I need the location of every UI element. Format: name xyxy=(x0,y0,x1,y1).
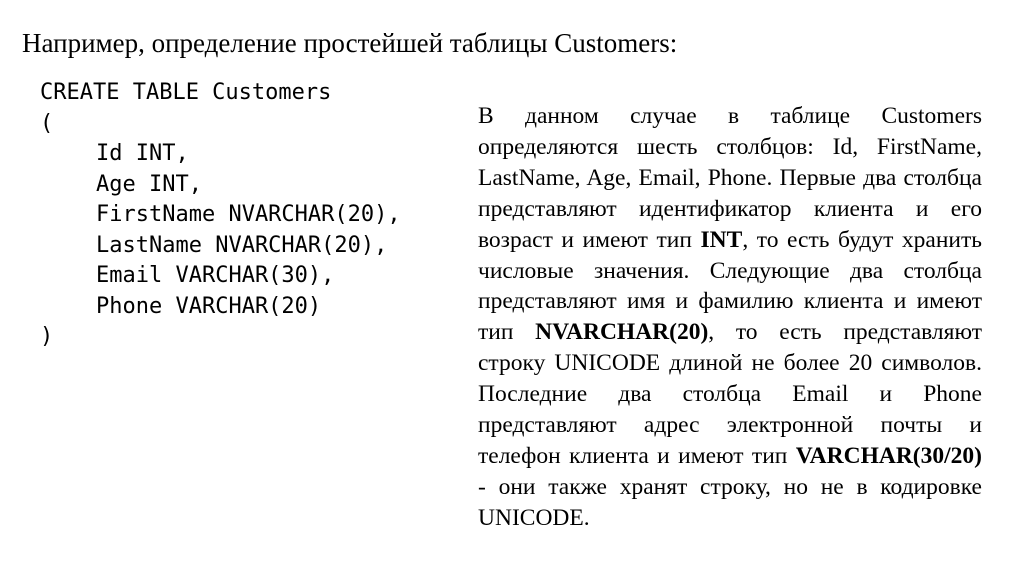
code-line-column: FirstName NVARCHAR(20), xyxy=(96,202,401,227)
description-text: В данном случае в таблице Customers определяются шесть столбцов: Id, FirstName, LastName, Age, Email, Phone. Первые два столбца представляют идентификатор клиента и его возраст и имеют тип xyxy=(478,103,982,253)
description-text: - они также хранят строку, но не в кодировке UNICODE. xyxy=(478,473,982,531)
code-line-column: Phone VARCHAR(20) xyxy=(96,293,322,319)
code-line-column: Id INT, xyxy=(96,141,189,166)
code-line-column: Age INT, xyxy=(96,171,202,197)
code-line-column: Email VARCHAR(30), xyxy=(96,263,335,288)
code-line-column: LastName NVARCHAR(20), xyxy=(96,232,388,258)
description-paragraph xyxy=(478,101,982,534)
description-text: , то есть будут хранить числовые значения. Следующие два столбца представляют имя и фамилию клиента и имеют тип xyxy=(478,226,982,346)
description-text: , то есть представляют строку UNICODE длиной не более 20 символов. Последние два столбца Email и Phone представляют адрес электронной почты и телефон клиента и имеют тип xyxy=(478,319,982,469)
slide-heading: Например, определение простейшей таблицы Customers: xyxy=(22,28,678,58)
type-nvarchar-label: NVARCHAR(20) xyxy=(535,319,709,346)
code-line-create-table: CREATE TABLE Customers xyxy=(40,80,332,105)
type-varchar-label: VARCHAR(30/20) xyxy=(795,442,982,469)
sql-code-block xyxy=(40,78,401,353)
code-line-close-paren: ) xyxy=(40,324,54,349)
code-line-open-paren: ( xyxy=(40,110,54,136)
type-int-label: INT xyxy=(700,226,743,253)
